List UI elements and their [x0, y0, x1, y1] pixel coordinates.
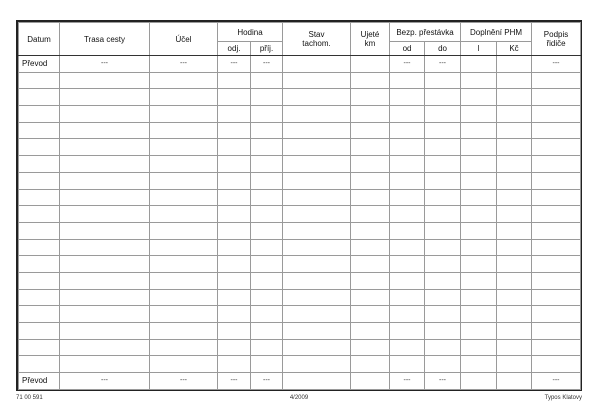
entry-row — [19, 139, 581, 156]
cell-prij[interactable] — [251, 256, 283, 273]
cell-stav[interactable] — [283, 356, 351, 373]
entry-row — [19, 172, 581, 189]
cell-od[interactable] — [390, 122, 425, 139]
cell-kc — [497, 56, 532, 73]
cell-litry[interactable] — [461, 239, 497, 256]
cell-prij[interactable] — [251, 323, 283, 340]
cell-kc[interactable] — [497, 172, 532, 189]
cell-prij[interactable] — [251, 306, 283, 323]
cell-litry — [461, 373, 497, 390]
cell-ujete[interactable] — [351, 306, 390, 323]
cell-litry[interactable] — [461, 189, 497, 206]
header-stav-line2: tachom. — [302, 39, 331, 48]
cell-datum[interactable] — [19, 89, 60, 106]
cell-ucel[interactable] — [150, 256, 218, 273]
cell-stav[interactable] — [283, 122, 351, 139]
cell-kc[interactable] — [497, 139, 532, 156]
cell-kc[interactable] — [497, 356, 532, 373]
cell-do[interactable] — [425, 239, 461, 256]
cell-od[interactable] — [390, 156, 425, 173]
cell-od[interactable] — [390, 222, 425, 239]
cell-ujete[interactable] — [351, 156, 390, 173]
cell-odj[interactable] — [218, 172, 251, 189]
cell-datum[interactable] — [19, 106, 60, 123]
cell-odj[interactable] — [218, 156, 251, 173]
cell-od[interactable] — [390, 106, 425, 123]
cell-litry[interactable] — [461, 89, 497, 106]
cell-ucel[interactable] — [150, 306, 218, 323]
cell-kc[interactable] — [497, 189, 532, 206]
cell-ucel[interactable] — [150, 72, 218, 89]
header-od: od — [390, 42, 425, 56]
cell-ujete[interactable] — [351, 89, 390, 106]
cell-do[interactable] — [425, 306, 461, 323]
cell-ucel[interactable] — [150, 106, 218, 123]
header-podpis-line2: řidiče — [546, 39, 566, 48]
cell-odj[interactable] — [218, 289, 251, 306]
cell-trasa[interactable] — [60, 356, 150, 373]
cell-stav[interactable] — [283, 239, 351, 256]
cell-litry[interactable] — [461, 156, 497, 173]
cell-datum[interactable] — [19, 172, 60, 189]
cell-ucel[interactable] — [150, 189, 218, 206]
cell-stav — [283, 373, 351, 390]
cell-prij[interactable] — [251, 356, 283, 373]
cell-podpis[interactable] — [532, 122, 581, 139]
cell-ujete — [351, 56, 390, 73]
entry-row — [19, 356, 581, 373]
cell-prij[interactable] — [251, 106, 283, 123]
cell-odj[interactable] — [218, 139, 251, 156]
cell-do[interactable] — [425, 189, 461, 206]
entry-row — [19, 89, 581, 106]
entry-row — [19, 189, 581, 206]
cell-ucel[interactable] — [150, 89, 218, 106]
cell-ujete[interactable] — [351, 189, 390, 206]
cell-prij[interactable] — [251, 139, 283, 156]
cell-ucel[interactable] — [150, 122, 218, 139]
cell-odj[interactable] — [218, 206, 251, 223]
header-ujete-line2: km — [364, 39, 376, 48]
cell-podpis[interactable] — [532, 323, 581, 340]
cell-prij[interactable] — [251, 189, 283, 206]
cell-do[interactable] — [425, 256, 461, 273]
header-datum: Datum — [19, 23, 60, 56]
cell-trasa[interactable] — [60, 339, 150, 356]
entry-row — [19, 306, 581, 323]
cell-litry — [461, 56, 497, 73]
cell-prij[interactable] — [251, 172, 283, 189]
cell-prij[interactable] — [251, 122, 283, 139]
cell-litry[interactable] — [461, 72, 497, 89]
cell-podpis[interactable] — [532, 289, 581, 306]
cell-trasa[interactable] — [60, 222, 150, 239]
cell-do[interactable] — [425, 289, 461, 306]
cell-ujete[interactable] — [351, 222, 390, 239]
cell-do[interactable] — [425, 206, 461, 223]
cell-datum[interactable] — [19, 306, 60, 323]
cell-odj: --- — [218, 373, 251, 390]
cell-podpis[interactable] — [532, 306, 581, 323]
entry-row — [19, 272, 581, 289]
cell-odj[interactable] — [218, 222, 251, 239]
cell-od[interactable] — [390, 323, 425, 340]
cell-datum[interactable] — [19, 239, 60, 256]
cell-do: --- — [425, 56, 461, 73]
cell-trasa[interactable] — [60, 139, 150, 156]
publisher: Typos Klatovy — [544, 395, 582, 401]
cell-kc[interactable] — [497, 272, 532, 289]
cell-do[interactable] — [425, 222, 461, 239]
header-stav-tachom — [283, 23, 351, 56]
cell-kc[interactable] — [497, 89, 532, 106]
cell-stav[interactable] — [283, 156, 351, 173]
cell-ujete[interactable] — [351, 356, 390, 373]
cell-od[interactable] — [390, 189, 425, 206]
cell-od[interactable] — [390, 339, 425, 356]
cell-ucel[interactable] — [150, 339, 218, 356]
cell-kc — [497, 373, 532, 390]
cell-stav[interactable] — [283, 323, 351, 340]
header-hodina: Hodina — [218, 23, 283, 42]
cell-ujete[interactable] — [351, 122, 390, 139]
cell-litry[interactable] — [461, 323, 497, 340]
cell-kc[interactable] — [497, 289, 532, 306]
cell-odj[interactable] — [218, 89, 251, 106]
cell-podpis[interactable] — [532, 139, 581, 156]
cell-ujete[interactable] — [351, 256, 390, 273]
cell-ujete[interactable] — [351, 206, 390, 223]
cell-podpis[interactable] — [532, 239, 581, 256]
cell-podpis[interactable] — [532, 72, 581, 89]
cell-od[interactable] — [390, 356, 425, 373]
cell-ucel[interactable] — [150, 139, 218, 156]
entry-row — [19, 289, 581, 306]
cell-datum[interactable] — [19, 256, 60, 273]
cell-stav[interactable] — [283, 256, 351, 273]
form-code: 71 00 591 — [16, 395, 43, 401]
cell-litry[interactable] — [461, 222, 497, 239]
cell-prij[interactable] — [251, 72, 283, 89]
cell-trasa[interactable] — [60, 256, 150, 273]
cell-od[interactable] — [390, 72, 425, 89]
cell-kc[interactable] — [497, 106, 532, 123]
cell-datum[interactable] — [19, 156, 60, 173]
cell-trasa[interactable] — [60, 289, 150, 306]
cell-trasa[interactable] — [60, 172, 150, 189]
cell-prij[interactable] — [251, 289, 283, 306]
cell-odj[interactable] — [218, 189, 251, 206]
cell-do[interactable] — [425, 323, 461, 340]
logbook-form — [16, 20, 582, 391]
header-podpis-line1: Podpis — [543, 30, 569, 39]
cell-datum[interactable] — [19, 139, 60, 156]
cell-litry[interactable] — [461, 206, 497, 223]
cell-od[interactable] — [390, 206, 425, 223]
cell-trasa[interactable] — [60, 272, 150, 289]
cell-podpis: --- — [532, 373, 581, 390]
entry-row — [19, 256, 581, 273]
cell-podpis[interactable] — [532, 356, 581, 373]
cell-kc[interactable] — [497, 206, 532, 223]
cell-od[interactable] — [390, 89, 425, 106]
cell-kc[interactable] — [497, 256, 532, 273]
cell-stav[interactable] — [283, 72, 351, 89]
header-ucel: Účel — [150, 23, 218, 56]
cell-trasa[interactable] — [60, 206, 150, 223]
transfer-row-bottom — [19, 373, 581, 390]
cell-od[interactable] — [390, 272, 425, 289]
header-prij: příj. — [251, 42, 283, 56]
cell-stav[interactable] — [283, 89, 351, 106]
cell-kc[interactable] — [497, 72, 532, 89]
transfer-label: Převod — [19, 56, 60, 73]
cell-stav[interactable] — [283, 289, 351, 306]
cell-prij[interactable] — [251, 339, 283, 356]
cell-ujete[interactable] — [351, 72, 390, 89]
cell-ujete[interactable] — [351, 339, 390, 356]
cell-trasa: --- — [60, 373, 150, 390]
cell-stav[interactable] — [283, 206, 351, 223]
cell-trasa: --- — [60, 56, 150, 73]
cell-ucel[interactable] — [150, 156, 218, 173]
cell-kc[interactable] — [497, 239, 532, 256]
cell-prij[interactable] — [251, 89, 283, 106]
cell-od[interactable] — [390, 172, 425, 189]
header-doplneni-phm: Doplnění PHM — [461, 23, 532, 42]
cell-prij[interactable] — [251, 206, 283, 223]
cell-kc[interactable] — [497, 156, 532, 173]
cell-datum[interactable] — [19, 189, 60, 206]
cell-litry[interactable] — [461, 256, 497, 273]
cell-do[interactable] — [425, 72, 461, 89]
cell-litry[interactable] — [461, 139, 497, 156]
cell-od[interactable] — [390, 306, 425, 323]
cell-stav[interactable] — [283, 106, 351, 123]
cell-do[interactable] — [425, 356, 461, 373]
cell-trasa[interactable] — [60, 306, 150, 323]
cell-stav[interactable] — [283, 222, 351, 239]
cell-podpis[interactable] — [532, 339, 581, 356]
cell-litry[interactable] — [461, 122, 497, 139]
cell-podpis[interactable] — [532, 156, 581, 173]
transfer-row-top — [19, 56, 581, 73]
cell-od[interactable] — [390, 256, 425, 273]
cell-datum[interactable] — [19, 72, 60, 89]
cell-ucel[interactable] — [150, 272, 218, 289]
cell-trasa[interactable] — [60, 89, 150, 106]
cell-kc[interactable] — [497, 222, 532, 239]
cell-podpis[interactable] — [532, 172, 581, 189]
cell-stav[interactable] — [283, 272, 351, 289]
entry-row — [19, 156, 581, 173]
cell-odj[interactable] — [218, 106, 251, 123]
cell-litry[interactable] — [461, 306, 497, 323]
cell-ucel[interactable] — [150, 239, 218, 256]
cell-ucel[interactable] — [150, 323, 218, 340]
cell-prij[interactable] — [251, 272, 283, 289]
header-ujete-km — [351, 23, 390, 56]
entry-row — [19, 239, 581, 256]
cell-datum[interactable] — [19, 289, 60, 306]
cell-datum[interactable] — [19, 272, 60, 289]
cell-kc[interactable] — [497, 122, 532, 139]
cell-datum[interactable] — [19, 222, 60, 239]
header-trasa-cesty: Trasa cesty — [60, 23, 150, 56]
transfer-label: Převod — [19, 373, 60, 390]
entry-row — [19, 72, 581, 89]
cell-litry[interactable] — [461, 289, 497, 306]
cell-odj[interactable] — [218, 356, 251, 373]
header-litry: l — [461, 42, 497, 56]
cell-od[interactable] — [390, 289, 425, 306]
cell-od: --- — [390, 373, 425, 390]
cell-ucel[interactable] — [150, 172, 218, 189]
entry-row — [19, 106, 581, 123]
cell-podpis[interactable] — [532, 272, 581, 289]
cell-do[interactable] — [425, 139, 461, 156]
cell-od[interactable] — [390, 139, 425, 156]
cell-ujete[interactable] — [351, 289, 390, 306]
header-odj: odj. — [218, 42, 251, 56]
cell-trasa[interactable] — [60, 189, 150, 206]
cell-podpis[interactable] — [532, 256, 581, 273]
entry-row — [19, 323, 581, 340]
cell-do[interactable] — [425, 122, 461, 139]
cell-ujete — [351, 373, 390, 390]
cell-ucel: --- — [150, 56, 218, 73]
cell-prij: --- — [251, 56, 283, 73]
cell-odj[interactable] — [218, 306, 251, 323]
entry-row — [19, 339, 581, 356]
cell-kc[interactable] — [497, 306, 532, 323]
cell-kc[interactable] — [497, 339, 532, 356]
cell-podpis[interactable] — [532, 206, 581, 223]
cell-prij[interactable] — [251, 239, 283, 256]
cell-ujete[interactable] — [351, 139, 390, 156]
logbook-body — [19, 56, 581, 390]
cell-trasa[interactable] — [60, 239, 150, 256]
cell-odj[interactable] — [218, 239, 251, 256]
cell-trasa[interactable] — [60, 122, 150, 139]
cell-ucel: --- — [150, 373, 218, 390]
cell-trasa[interactable] — [60, 72, 150, 89]
cell-datum[interactable] — [19, 323, 60, 340]
entry-row — [19, 122, 581, 139]
cell-do[interactable] — [425, 156, 461, 173]
cell-podpis: --- — [532, 56, 581, 73]
cell-do[interactable] — [425, 89, 461, 106]
cell-stav[interactable] — [283, 339, 351, 356]
cell-do: --- — [425, 373, 461, 390]
cell-do[interactable] — [425, 272, 461, 289]
cell-datum[interactable] — [19, 206, 60, 223]
cell-podpis[interactable] — [532, 189, 581, 206]
form-footer — [16, 395, 582, 405]
cell-ujete[interactable] — [351, 106, 390, 123]
cell-odj[interactable] — [218, 72, 251, 89]
cell-litry[interactable] — [461, 356, 497, 373]
cell-ujete[interactable] — [351, 239, 390, 256]
cell-prij: --- — [251, 373, 283, 390]
cell-podpis[interactable] — [532, 222, 581, 239]
cell-odj[interactable] — [218, 272, 251, 289]
cell-stav[interactable] — [283, 189, 351, 206]
logbook-table — [18, 22, 581, 390]
cell-do[interactable] — [425, 172, 461, 189]
cell-kc[interactable] — [497, 323, 532, 340]
cell-ujete[interactable] — [351, 172, 390, 189]
cell-podpis[interactable] — [532, 89, 581, 106]
cell-trasa[interactable] — [60, 323, 150, 340]
cell-litry[interactable] — [461, 272, 497, 289]
cell-datum[interactable] — [19, 122, 60, 139]
cell-do[interactable] — [425, 106, 461, 123]
cell-od: --- — [390, 56, 425, 73]
header-kc: Kč — [497, 42, 532, 56]
cell-ucel[interactable] — [150, 289, 218, 306]
header-ujete-line1: Ujeté — [360, 30, 380, 39]
cell-datum[interactable] — [19, 339, 60, 356]
cell-odj[interactable] — [218, 256, 251, 273]
cell-ucel[interactable] — [150, 206, 218, 223]
cell-litry[interactable] — [461, 172, 497, 189]
cell-odj[interactable] — [218, 339, 251, 356]
cell-odj[interactable] — [218, 122, 251, 139]
cell-trasa[interactable] — [60, 156, 150, 173]
cell-stav[interactable] — [283, 172, 351, 189]
cell-podpis[interactable] — [532, 106, 581, 123]
cell-prij[interactable] — [251, 156, 283, 173]
form-date: 4/2009 — [289, 395, 309, 401]
cell-datum[interactable] — [19, 356, 60, 373]
cell-trasa[interactable] — [60, 106, 150, 123]
cell-stav[interactable] — [283, 306, 351, 323]
cell-ujete[interactable] — [351, 323, 390, 340]
cell-stav[interactable] — [283, 139, 351, 156]
cell-litry[interactable] — [461, 106, 497, 123]
cell-litry[interactable] — [461, 339, 497, 356]
entry-row — [19, 206, 581, 223]
header-stav-line1: Stav — [308, 30, 325, 39]
cell-odj[interactable] — [218, 323, 251, 340]
cell-stav — [283, 56, 351, 73]
cell-odj: --- — [218, 56, 251, 73]
cell-do[interactable] — [425, 339, 461, 356]
cell-od[interactable] — [390, 239, 425, 256]
cell-ujete[interactable] — [351, 272, 390, 289]
cell-ucel[interactable] — [150, 356, 218, 373]
header-do: do — [425, 42, 461, 56]
cell-ucel[interactable] — [150, 222, 218, 239]
header-podpis-ridice — [532, 23, 581, 56]
cell-prij[interactable] — [251, 222, 283, 239]
entry-row — [19, 222, 581, 239]
header-bezp-prestavka: Bezp. přestávka — [390, 23, 461, 42]
